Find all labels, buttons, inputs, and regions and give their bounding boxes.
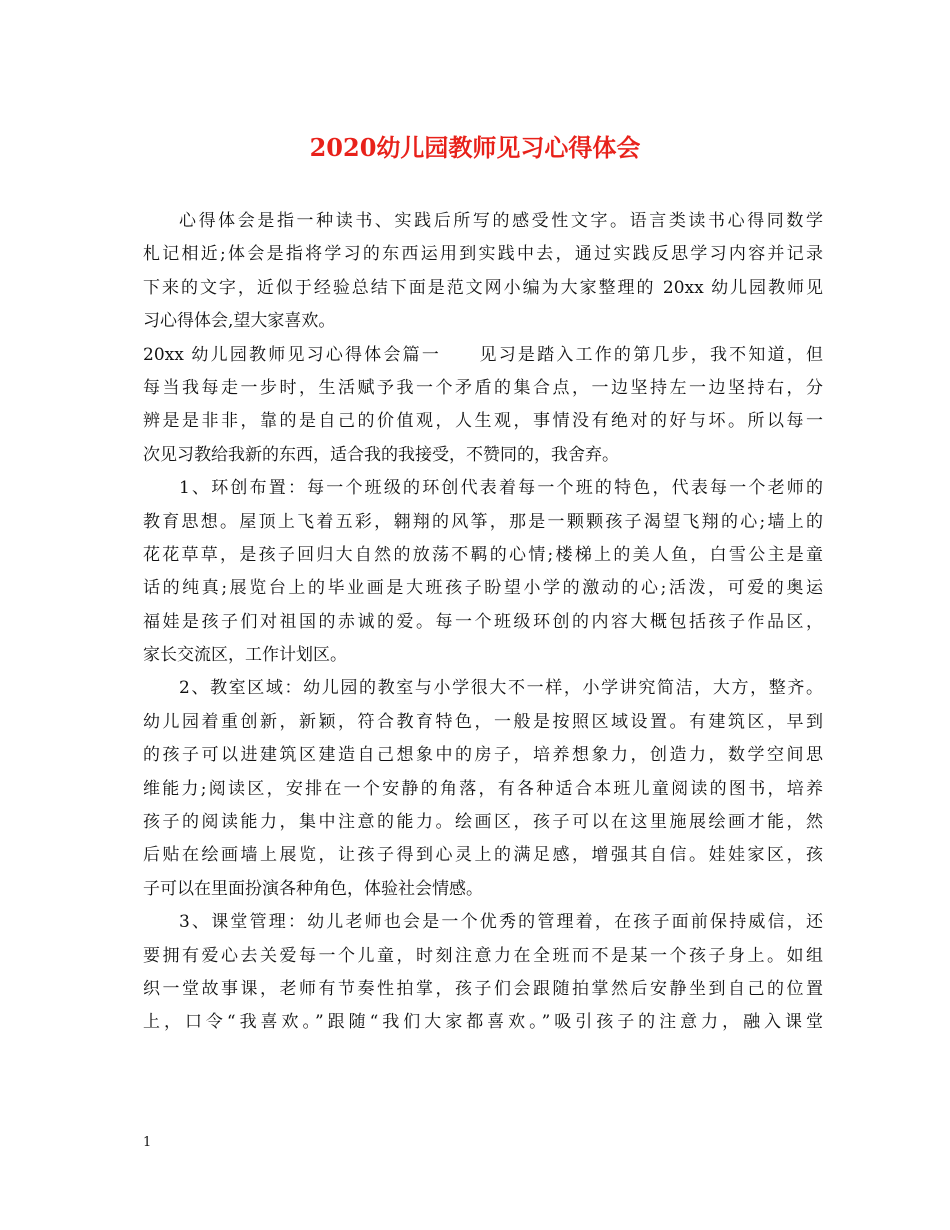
text-line: 话的纯真;展览台上的毕业画是大班孩子盼望小学的激动的心;活泼，可爱的奥运 bbox=[143, 578, 823, 599]
text-line: 后贴在绘画墙上展览，让孩子得到心灵上的满足感，增强其自信。娃娃家区，孩 bbox=[143, 845, 823, 866]
text-line: 每当我每走一步时，生活赋予我一个矛盾的集合点，一边坚持左一边坚持右，分 bbox=[143, 377, 823, 398]
document-body bbox=[143, 205, 823, 1040]
text-line: 维能力;阅读区，安排在一个安静的角落，有各种适合本班儿童阅读的图书，培养 bbox=[143, 778, 823, 799]
text-line: 孩子的阅读能力，集中注意的能力。绘画区，孩子可以在这里施展绘画才能，然 bbox=[143, 812, 823, 833]
text-line: 上，口令“我喜欢。”跟随“我们大家都喜欢。”吸引孩子的注意力，融入课堂 bbox=[143, 1012, 823, 1033]
text-line: 子可以在里面扮演各种角色，体验社会情感。 bbox=[143, 878, 483, 899]
text-line: 的孩子可以进建筑区建造自己想象中的房子，培养想象力，创造力，数学空间思 bbox=[143, 745, 823, 766]
text-line: 2、教室区域：幼儿园的教室与小学很大不一样，小学讲究简洁，大方，整齐。 bbox=[179, 678, 823, 699]
text-line: 3、课堂管理：幼儿老师也会是一个优秀的管理着，在孩子面前保持威信，还 bbox=[179, 912, 823, 933]
text-line: 心得体会是指一种读书、实践后所写的感受性文字。语言类读书心得同数学 bbox=[179, 211, 823, 231]
text-line: 花花草草，是孩子回归大自然的放荡不羁的心情;楼梯上的美人鱼，白雪公主是童 bbox=[143, 544, 823, 565]
document-title: 2020幼儿园教师见习心得体会 bbox=[309, 133, 641, 162]
text-line: 下来的文字，近似于经验总结下面是范文网小编为大家整理的 20xx 幼儿园教师见 bbox=[143, 277, 823, 298]
text-line: 幼儿园着重创新，新颖，符合教育特色，一般是按照区域设置。有建筑区，早到 bbox=[143, 711, 823, 732]
text-line: 辨是是非非，靠的是自己的价值观，人生观，事情没有绝对的好与坏。所以每一 bbox=[143, 411, 823, 432]
text-line: 札记相近;体会是指将学习的东西运用到实践中去，通过实践反思学习内容并记录 bbox=[143, 244, 823, 265]
text-line: 20xx 幼儿园教师见习心得体会篇一 见习是踏入工作的第几步，我不知道，但 bbox=[143, 344, 823, 365]
text-line: 次见习教给我新的东西，适合我的我接受，不赞同的，我舍弃。 bbox=[143, 444, 619, 465]
text-line: 福娃是孩子们对祖国的赤诚的爱。每一个班级环创的内容大概包括孩子作品区， bbox=[143, 611, 823, 632]
text-line: 教育思想。屋顶上飞着五彩，翱翔的风筝，那是一颗颗孩子渴望飞翔的心;墙上的 bbox=[143, 511, 823, 532]
text-line: 要拥有爱心去关爱每一个儿童，时刻注意力在全班而不是某一个孩子身上。如组 bbox=[143, 945, 823, 966]
text-line: 习心得体会,望大家喜欢。 bbox=[143, 311, 336, 332]
text-line: 家长交流区，工作计划区。 bbox=[143, 645, 347, 666]
text-line: 1、环创布置：每一个班级的环创代表着每一个班的特色，代表每一个老师的 bbox=[179, 478, 823, 499]
page-number: 1 bbox=[143, 1135, 152, 1150]
text-line: 织一堂故事课，老师有节奏性拍掌，孩子们会跟随拍掌然后安静坐到自己的位置 bbox=[143, 978, 823, 999]
